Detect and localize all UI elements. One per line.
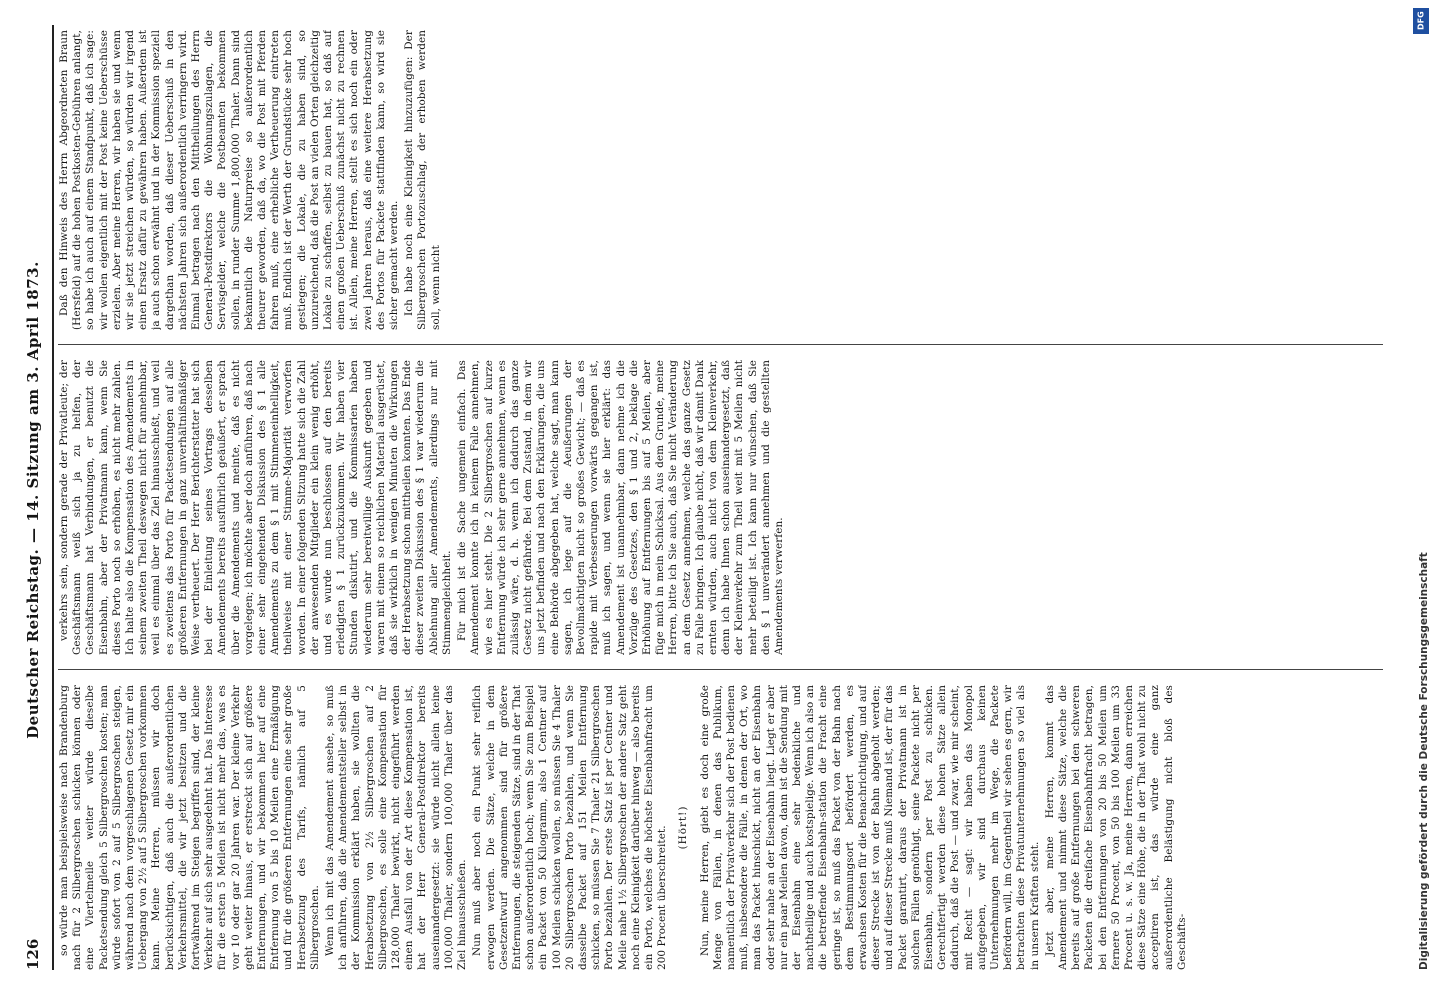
digitization-credit: Digitalisierung gefördert durch die Deutsche Forschungsgemeinschaft [1418,552,1430,970]
paragraph: Jetzt aber, meine Herren, kommt das Amendement und nimmt diese Sätze, welche die bereits auf große Entfernungen bei den schweren Packeten die dreifache Eisenbahnfracht betragen, bei den Entfernungen von 20 bis 50 Meilen um fernere 50 Procent, von 50 bis 100 Meilen um 33 Procent u. s. w. Ja, meine Herren, dann erreichen diese Sätze eine Höhe, die in der That wohl nicht zu acceptiren ist, das würde eine ganz außerordentliche Belästigung nicht bloß des Geschäfts- [1043,685,1188,970]
paragraph: Für mich ist die Sache ungemein einfach. Das Amendement konnte ich in keinem Falle annehmen, wie es hier steht. Die 2 Silbergroschen auf kurze Entfernung würde ich sehr gerne annehmen, wenn es zulässig wäre, d. h. wenn ich dadurch das ganze Gesetz nicht gefährde. Bei dem Zustand, in dem wir uns jetzt befinden und nach den Erklärungen, die uns eine Behörde abgegeben hat, welche sagt, man kann sagen, ich lege auf die Aeußerungen der Bevollmächtigten nicht so großes Gewicht; — daß es rapide mit Verbesserungen vorwärts gegangen ist, muß ich sagen, und wenn sie hier erklärt: das Amendement ist unannehmbar, dann nehme ich die Vorzüge des Gesetzes, den § 1 und 2, beklage die Erhöhung auf Entfernungen bis auf 5 Meilen, aber füge mich in mein Schicksal. Aus dem Grunde, meine Herren, bitte ich Sie auch, daß Sie nicht Veränderung an dem Gesetz annehmen, welche das ganze Gesetz zu Falle bringen. Ich glaube nicht, daß wir damit Dank ernten würden, auch nicht von dem Kleinverkehr, denn ich habe Ihnen schon auseinandergesetzt, daß der Kleinverkehr zum Theil weit mit 5 Meilen nicht mehr beteiligt ist. Ich kann nur wünschen, daß Sie den § 1 unverändert annehmen und die gestellten Amendements verwerfen. [456,360,785,655]
text-column-left [58,685,1383,970]
running-title: Deutscher Reichstag. — 14. Sitzung am 3. April 1873. [24,261,42,739]
interjection-heading: (Hört!) [677,805,690,850]
paragraph: Nun, meine Herren, giebt es doch eine große Menge von Fällen, in denen das Publikum, namentlich der Privatverkehr sich der Post bedienen muß, insbesondere die Fälle, in denen der Ort, wo man das Packet hinschickt, nicht an der Eisenbahn oder sehr nahe an der Eisenbahn liegt. Liegt er aber nur ein paar Meilen davon, dann ist die Sendung mit der Eisenbahn eine sehr bedenkliche und nachtheilige und auch kostspielige. Wenn ich also an die betreffende Eisenbahn-station die Fracht eine geringe ist, so muß das Packet von der Bahn nach dem Bestimmungsort befördert werden, es erwachsen Kosten für die Benachrichtigung, und auf dieser Strecke ist von der Bahn abgeholt werden; und auf dieser Strecke muß Niemand ist, der für das Packet garantirt, daraus der Privatmann ist in solchen Fällen genöthigt, seine Packete nicht per Eisenbahn, sondern per Post zu schicken. Gerechtfertigt werden diese hohen Sätze allein dadurch, daß die Post — und zwar, wie mir scheint, mit Recht — sagt: wir haben das Monopol aufgegeben, wir sind durchaus keinen Unternehmungen mehr im Wege, die Packete befördern will, im Gegentheil wir sehen es gern, wir betrachten diese Privatunternehmungen so viel als in unsern Kräften steht. [698,685,1041,970]
column-divider [58,669,1383,670]
dfg-logo-icon: DFG [1413,8,1429,34]
paragraph: Wenn ich mit das Amendement ansehe, so muß ich anführen, daß die Amendementsteller selbst in der Kommission erklärt haben, sie wollten die Herabsetzung von 2½ Silbergroschen auf 2 Silbergroschen, es solle eine Kompensation für 128,000 Thaler bewirkt, nicht eingeführt werden einen Ausfall von der Art diese Kompensation ist, hat der Herr General-Postdirektor bereits auseinandergesetzt: sie würde nicht allein keine 100,000 Thaler, sondern 100,000 Thaler über das Ziel hinausschießen. [324,685,469,970]
page-header [20,30,50,970]
page-number: 126 [24,938,42,970]
paragraph: Ich habe noch eine Kleinigkeit hinzuzufügen: Der Silbergroschen Portozuschlag, der erhoben werden soll, wenn nicht [403,30,442,330]
paragraph: so würde man beispielsweise nach Brandenburg nach für 2 Silbergroschen schicken können oder eine Viertelmeile weiter würde dieselbe Packetsendung gleich 5 Silbergroschen kosten; man würde sofort von 2 auf 5 Silbergroschen steigen, während nach dem vorgeschlagenen Gesetz mir ein Uebergang von 2½ auf 5 Silbergroschen vorkommen kann. Meine Herren, müssen wir doch berücksichtigen, daß auch die außerordentlichen Verkehrsmittel, die wir jetzt besitzen und die fortwährend im Steigen begriffen sind, der kleine Verkehr auf sich sehr ausgedehnt hat. Das Interesse für die ersten 5 Meilen ist nicht mehr das, was es vor 10 oder gar 20 Jahren war. Der kleine Verkehr geht weiter hinaus, er erstreckt sich auf größere Entfernungen, und wir bekommen hier auf eine Entfernung von 5 bis 10 Meilen eine Ermäßigung und für die größeren Entfernungen eine sehr große Herabsetzung des Tarifs, nämlich auf 5 Silbergroschen. [58,685,321,970]
header-rule [52,25,54,970]
paragraph: verkehrs sein, sondern gerade der Privatleute; der Geschäftsmann weiß sich ja zu helfen, der Geschäftsmann hat Verbindungen, er benutzt die Eisenbahn, aber der Privatmann kann, wenn Sie dieses Porto noch so erhöhen, es nicht mehr zahlen. Ich halte also die Kompensation des Amendements in seinem zweiten Theil deswegen nicht für annehmbar, weil es einmal über das Ziel hinausschießt, und weil es zweitens das Porto für Packetsendungen auf alle größeren Entfernungen in ganz unverhältnißmäßiger Weise vertheuert. Der Herr Berichterstatter hat sich bei der Einleitung seines Vortrags desselben Amendements bereits ausführlich geäußert, er sprach über die Amendements und meinte, daß es nicht vorgelegen; ich möchte aber doch anführen, daß nach einer sehr eingehenden Diskussion des § 1 alle Amendements zu dem § 1 mit Stimmeneinhelligkeit, theilweise mit einer Stimme-Majorität verworfen worden. In einer folgenden Sitzung hatte sich die Zahl der anwesenden Mitglieder ein klein wenig erhöht, und es wurde nun beschlossen auf den bereits erledigten § 1 zurückzukommen. Wir haben vier Stunden diskutirt, und die Kommissarien haben wiederum sehr bereitwillige Auskunft gegeben und waren mit einem so reichlichen Material ausgerüstet, daß sie wirklich in wenigen Minuten die Wirkungen der Herabsetzung schon mittheilen konnten. Das Ende dieser zweiten Diskussion des § 1 war wiederum die Ablehnung aller Amendements, allerdings nur mit Stimmengleichheit. [58,360,453,655]
column-divider [58,344,1383,345]
paragraph: Daß den Hinweis des Herrn Abgeordneten Braun (Hersfeld) auf die hohen Postkosten-Gebühren anlangt, so habe ich auch auf einem Standpunkt, daß ich sage: wir wollen eigentlich mit der Post keine Ueberschüsse erzielen. Aber meine Herren, wir haben sie und wenn wir sie jetzt streichen würden, so würden wir irgend einen Ersatz dafür zu gewähren haben. Außerdem ist ja auch schon erwähnt und in der Kommission speziell dargethan worden, daß dieser Ueberschuß in den nächsten Jahren sich außerordentlich verringern wird. Einmal betragen nach den Mittheilungen des Herrn General-Postdirektors die Wohnungszulagen, die Servisgelder, welche die Postbeamten bekommen sollen, in runder Summe 1,800,000 Thaler. Dann sind bekanntlich die Naturpreise so außerordentlich theurer geworden, daß da, wo die Post mit Pferden fahren muß, eine erhebliche Vertheuerung eintreten muß. Endlich ist der Werth der Grundstücke sehr hoch gestiegen; die Lokale, die zu haben sind, so unzureichend, daß die Post an vielen Orten gleichzeitig Lokale zu schaffen, selbst zu bauen hat, so daß auf einen großen Ueberschuß zunächst nicht zu rechnen ist. Allein, meine Herren, stellt es sich noch ein oder zwei Jahren heraus, daß eine weitere Herabsetzung des Portos für Packete stattfinden kann, so wird sie sicher gemacht werden. [58,30,401,330]
paragraph: Nun muß aber noch ein Punkt sehr reiflich erwogen werden. Die Sätze, welche in dem Gesetzentwurf angenommen sind für größere Entfernungen, die steigenden Sätze, sind in der That schon außerordentlich hoch; wenn Sie zum Beispiel ein Packet von 50 Kilogramm, also 1 Centner auf 100 Meilen schicken wollen, so müssen Sie 4 Thaler 20 Silbergroschen Porto bezahlen, und wenn Sie dasselbe Packet auf 151 Meilen Entfernung schicken, so müssen Sie 7 Thaler 21 Silbergroschen Porto bezahlen. Der erste Satz ist per Centner und Meile nahe 1½ Silbergroschen der andere Satz geht noch eine Kleinigkeit darüber hinweg — also bereits ein Porto, welches die höchste Eisenbahnfracht um 200 Procent überschreitet. [471,685,669,970]
text-column-right [58,30,1383,330]
text-column-middle [58,360,1383,655]
